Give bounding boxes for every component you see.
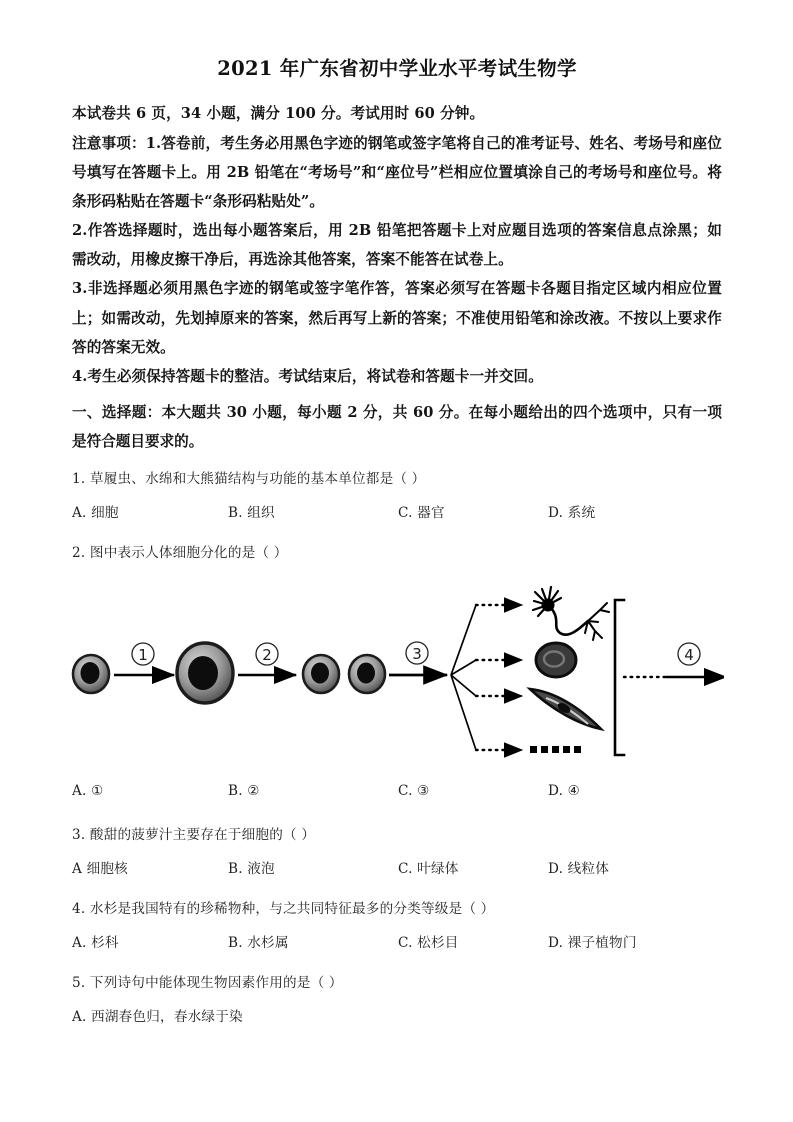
question-4-option-a[interactable] xyxy=(72,931,119,951)
cell-stage-1 xyxy=(73,655,109,693)
option-label: B. xyxy=(228,504,243,521)
question-4-option-b[interactable] xyxy=(228,931,289,951)
option-label: A. xyxy=(72,1008,87,1025)
option-text: 线粒体 xyxy=(567,860,610,877)
option-label: D. xyxy=(548,782,564,799)
question-5-option-a[interactable] xyxy=(72,1005,243,1025)
option-label: D. xyxy=(548,934,564,951)
option-text: 杉科 xyxy=(91,934,119,951)
question-4-stem xyxy=(72,899,722,920)
question-3-number: 3. xyxy=(72,826,86,843)
question-5-options xyxy=(72,1005,722,1035)
svg-text:1: 1 xyxy=(138,645,148,664)
cell-stage-2-grown xyxy=(177,643,233,703)
exam-info-line: 本试卷共 6 页，34 小题，满分 100 分。考试用时 60 分钟。 xyxy=(72,105,485,123)
option-text: 细胞核 xyxy=(86,860,128,877)
option-label: C. xyxy=(398,782,413,799)
section-heading-multiple-choice: 一、选择题：本大题共 30 小题，每小题 2 分，共 60 分。在每小题给出的四个选项中，只有一项是符合题目要求的。 xyxy=(72,404,722,451)
question-2-option-b[interactable] xyxy=(228,783,260,799)
option-label: A xyxy=(72,860,83,877)
question-3-option-b[interactable] xyxy=(228,857,275,877)
question-5-text: 下列诗句中能体现生物因素作用的是（ ） xyxy=(89,974,343,991)
option-label: C. xyxy=(398,860,413,877)
differentiation-dotted-arrows xyxy=(476,605,522,750)
question-4-text: 水杉是我国特有的珍稀物种，与之共同特征最多的分类等级是（ ） xyxy=(89,900,495,917)
question-1-text: 草履虫、水绵和大熊猫结构与功能的基本单位都是（ ） xyxy=(89,470,426,487)
figure-step-label-4 xyxy=(678,643,700,665)
page-title: 2021 年广东省初中学业水平考试生物学 xyxy=(217,57,577,80)
option-label: B. xyxy=(228,934,243,951)
option-text: 器官 xyxy=(417,504,445,521)
question-2-option-c[interactable] xyxy=(398,783,430,799)
question-3-text: 酸甜的菠萝汁主要存在于细胞的（ ） xyxy=(89,826,316,843)
daughter-cell-right xyxy=(349,655,385,693)
option-label: C. xyxy=(398,934,413,951)
question-1-options xyxy=(72,501,722,531)
option-label: B. xyxy=(228,782,243,799)
question-1-option-b[interactable] xyxy=(228,501,275,521)
option-text: 水杉属 xyxy=(247,934,289,951)
question-4-option-d[interactable] xyxy=(548,931,637,951)
question-1-option-a[interactable] xyxy=(72,501,119,521)
question-2-stem xyxy=(72,543,722,564)
question-1-option-c[interactable] xyxy=(398,501,445,521)
grouping-bracket xyxy=(615,600,624,755)
option-label: B. xyxy=(228,860,243,877)
option-text: 组织 xyxy=(247,504,275,521)
option-label: D. xyxy=(548,504,564,521)
question-5-number: 5. xyxy=(72,974,86,991)
daughter-cell-left xyxy=(303,655,339,693)
option-text: 西湖春色归，春水绿于染 xyxy=(91,1008,243,1025)
question-1-option-d[interactable] xyxy=(548,501,595,521)
question-3-option-a[interactable] xyxy=(72,857,128,877)
question-1-stem xyxy=(72,469,722,490)
option-label: A. xyxy=(72,934,87,951)
instruction-3: 3.非选择题必须用黑色字迹的钢笔或签字笔作答，答案必须写在答题卡各题目指定区域内相应位置上；如需改动，先划掉原来的答案，然后再写上新的答案；不准使用铅笔和涂改液。不按以上要求作答的答案无效。 xyxy=(72,280,722,356)
red-blood-cell-icon xyxy=(536,643,576,677)
option-text: 系统 xyxy=(567,504,596,521)
differentiation-fan-lines xyxy=(451,605,476,750)
nerve-cell-icon xyxy=(533,587,609,640)
option-label: C. xyxy=(398,504,413,521)
question-2-number: 2. xyxy=(72,544,86,561)
option-label: A. xyxy=(72,782,87,799)
option-text: ④ xyxy=(567,782,581,799)
figure-step-label-3 xyxy=(406,642,428,664)
question-3-option-c[interactable] xyxy=(398,857,459,877)
question-5-stem xyxy=(72,973,722,994)
instruction-4: 4.考生必须保持答题卡的整洁。考试结束后，将试卷和答题卡一并交回。 xyxy=(72,368,543,386)
figure-ellipsis-dots xyxy=(530,746,581,753)
figure-step-label-1 xyxy=(132,643,154,665)
muscle-cell-icon xyxy=(530,689,601,729)
option-text: ① xyxy=(91,782,104,799)
option-text: 裸子植物门 xyxy=(567,934,637,951)
cell-differentiation-diagram xyxy=(64,572,724,772)
option-label: A. xyxy=(72,504,87,521)
option-text: ③ xyxy=(417,782,430,799)
question-4-option-c[interactable] xyxy=(398,931,459,951)
question-3-options xyxy=(72,857,722,887)
svg-text:3: 3 xyxy=(412,644,422,663)
option-label: D. xyxy=(548,860,564,877)
figure-step-label-2 xyxy=(256,643,278,665)
question-4-number: 4. xyxy=(72,900,86,917)
question-2-option-d[interactable] xyxy=(548,783,580,799)
question-4-options xyxy=(72,931,722,961)
question-2-options xyxy=(72,783,722,813)
instruction-1: 注意事项：1.答卷前，考生务必用黑色字迹的钢笔或签字笔将自己的准考证号、姓名、考场号和座位号填写在答题卡上。用 2B 铅笔在“考场号”和“座位号”栏相应位置填涂自己的考场号和座位号。将条形码粘贴在答题卡“条形码粘贴处”。 xyxy=(72,134,722,210)
svg-text:2: 2 xyxy=(262,645,272,664)
option-text: 叶绿体 xyxy=(417,860,459,877)
option-text: 液泡 xyxy=(247,860,275,877)
question-1-number: 1. xyxy=(72,470,86,487)
page-content xyxy=(72,56,722,1035)
svg-text:4: 4 xyxy=(684,645,694,664)
question-2-text: 图中表示人体细胞分化的是（ ） xyxy=(89,544,288,561)
question-3-option-d[interactable] xyxy=(548,857,609,877)
instruction-2: 2.作答选择题时，选出每小题答案后，用 2B 铅笔把答题卡上对应题目选项的答案信息点涂黑；如需改动，用橡皮擦干净后，再选涂其他答案，答案不能答在试卷上。 xyxy=(72,222,722,269)
option-text: 细胞 xyxy=(91,504,119,521)
option-text: ② xyxy=(247,782,260,799)
option-text: 松杉目 xyxy=(417,934,459,951)
question-3-stem xyxy=(72,825,722,846)
question-2-option-a[interactable] xyxy=(72,783,103,799)
